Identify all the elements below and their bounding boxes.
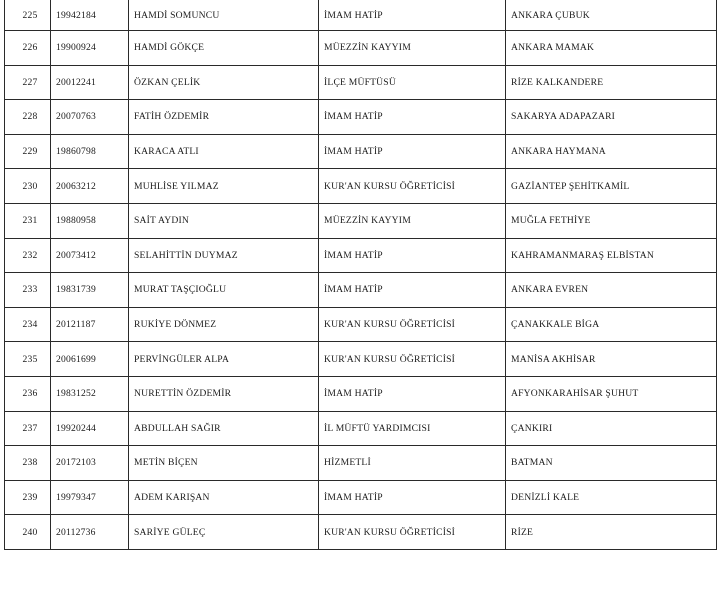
location-cell: MUĞLA FETHİYE [506, 203, 717, 238]
table-body [5, 0, 717, 549]
table-row [5, 307, 717, 342]
person-name-cell: PERVİNGÜLER ALPA [129, 342, 319, 377]
job-title-cell: KUR'AN KURSU ÖĞRETİCİSİ [319, 515, 506, 550]
registry-number-cell: 19942184 [51, 0, 129, 31]
job-title-cell: İMAM HATİP [319, 100, 506, 135]
person-name-cell: NURETTİN ÖZDEMİR [129, 376, 319, 411]
table-row [5, 515, 717, 550]
job-title-cell: MÜEZZİN KAYYIM [319, 31, 506, 66]
personnel-table [4, 0, 717, 550]
location-cell: SAKARYA ADAPAZARI [506, 100, 717, 135]
location-cell: RİZE [506, 515, 717, 550]
row-number-cell: 234 [5, 307, 51, 342]
registry-number-cell: 20063212 [51, 169, 129, 204]
location-cell: BATMAN [506, 446, 717, 481]
job-title-cell: İMAM HATİP [319, 480, 506, 515]
row-number-cell: 239 [5, 480, 51, 515]
job-title-cell: İMAM HATİP [319, 238, 506, 273]
person-name-cell: KARACA ATLI [129, 134, 319, 169]
job-title-cell: İLÇE MÜFTÜSÜ [319, 65, 506, 100]
job-title-cell: HİZMETLİ [319, 446, 506, 481]
table-row [5, 169, 717, 204]
row-number-cell: 228 [5, 100, 51, 135]
person-name-cell: ÖZKAN ÇELİK [129, 65, 319, 100]
person-name-cell: SELAHİTTİN DUYMAZ [129, 238, 319, 273]
registry-number-cell: 19880958 [51, 203, 129, 238]
person-name-cell: METİN BİÇEN [129, 446, 319, 481]
person-name-cell: SAİT AYDIN [129, 203, 319, 238]
table-row [5, 480, 717, 515]
table-row [5, 65, 717, 100]
registry-number-cell: 19979347 [51, 480, 129, 515]
person-name-cell: ADEM KARIŞAN [129, 480, 319, 515]
location-cell: ANKARA EVREN [506, 273, 717, 308]
row-number-cell: 229 [5, 134, 51, 169]
registry-number-cell: 19920244 [51, 411, 129, 446]
registry-number-cell: 19860798 [51, 134, 129, 169]
table-row [5, 273, 717, 308]
registry-number-cell: 19900924 [51, 31, 129, 66]
row-number-cell: 233 [5, 273, 51, 308]
row-number-cell: 227 [5, 65, 51, 100]
person-name-cell: HAMDİ SOMUNCU [129, 0, 319, 31]
registry-number-cell: 20070763 [51, 100, 129, 135]
registry-number-cell: 20121187 [51, 307, 129, 342]
table-row [5, 238, 717, 273]
row-number-cell: 232 [5, 238, 51, 273]
location-cell: ANKARA ÇUBUK [506, 0, 717, 31]
table-row [5, 203, 717, 238]
row-number-cell: 240 [5, 515, 51, 550]
table-row [5, 31, 717, 66]
location-cell: GAZİANTEP ŞEHİTKAMİL [506, 169, 717, 204]
location-cell: ANKARA MAMAK [506, 31, 717, 66]
job-title-cell: MÜEZZİN KAYYIM [319, 203, 506, 238]
job-title-cell: İMAM HATİP [319, 273, 506, 308]
person-name-cell: RUKİYE DÖNMEZ [129, 307, 319, 342]
job-title-cell: İMAM HATİP [319, 134, 506, 169]
location-cell: ÇANKIRI [506, 411, 717, 446]
person-name-cell: ABDULLAH SAĞIR [129, 411, 319, 446]
job-title-cell: İL MÜFTÜ YARDIMCISI [319, 411, 506, 446]
row-number-cell: 231 [5, 203, 51, 238]
row-number-cell: 236 [5, 376, 51, 411]
registry-number-cell: 20012241 [51, 65, 129, 100]
location-cell: RİZE KALKANDERE [506, 65, 717, 100]
person-name-cell: SARİYE GÜLEÇ [129, 515, 319, 550]
registry-number-cell: 19831739 [51, 273, 129, 308]
row-number-cell: 235 [5, 342, 51, 377]
registry-number-cell: 20073412 [51, 238, 129, 273]
table-row [5, 134, 717, 169]
row-number-cell: 238 [5, 446, 51, 481]
table-row [5, 376, 717, 411]
table-row [5, 446, 717, 481]
registry-number-cell: 20061699 [51, 342, 129, 377]
job-title-cell: KUR'AN KURSU ÖĞRETİCİSİ [319, 307, 506, 342]
person-name-cell: HAMDİ GÖKÇE [129, 31, 319, 66]
job-title-cell: KUR'AN KURSU ÖĞRETİCİSİ [319, 342, 506, 377]
location-cell: ÇANAKKALE BİGA [506, 307, 717, 342]
table-row [5, 0, 717, 31]
person-name-cell: FATİH ÖZDEMİR [129, 100, 319, 135]
row-number-cell: 237 [5, 411, 51, 446]
location-cell: KAHRAMANMARAŞ ELBİSTAN [506, 238, 717, 273]
registry-number-cell: 19831252 [51, 376, 129, 411]
row-number-cell: 226 [5, 31, 51, 66]
registry-number-cell: 20112736 [51, 515, 129, 550]
job-title-cell: İMAM HATİP [319, 376, 506, 411]
job-title-cell: İMAM HATİP [319, 0, 506, 31]
location-cell: DENİZLİ KALE [506, 480, 717, 515]
registry-number-cell: 20172103 [51, 446, 129, 481]
person-name-cell: MUHLİSE YILMAZ [129, 169, 319, 204]
location-cell: AFYONKARAHİSAR ŞUHUT [506, 376, 717, 411]
job-title-cell: KUR'AN KURSU ÖĞRETİCİSİ [319, 169, 506, 204]
location-cell: ANKARA HAYMANA [506, 134, 717, 169]
table-row [5, 411, 717, 446]
row-number-cell: 225 [5, 0, 51, 31]
row-number-cell: 230 [5, 169, 51, 204]
table-row [5, 342, 717, 377]
table-row [5, 100, 717, 135]
person-name-cell: MURAT TAŞÇIOĞLU [129, 273, 319, 308]
location-cell: MANİSA AKHİSAR [506, 342, 717, 377]
